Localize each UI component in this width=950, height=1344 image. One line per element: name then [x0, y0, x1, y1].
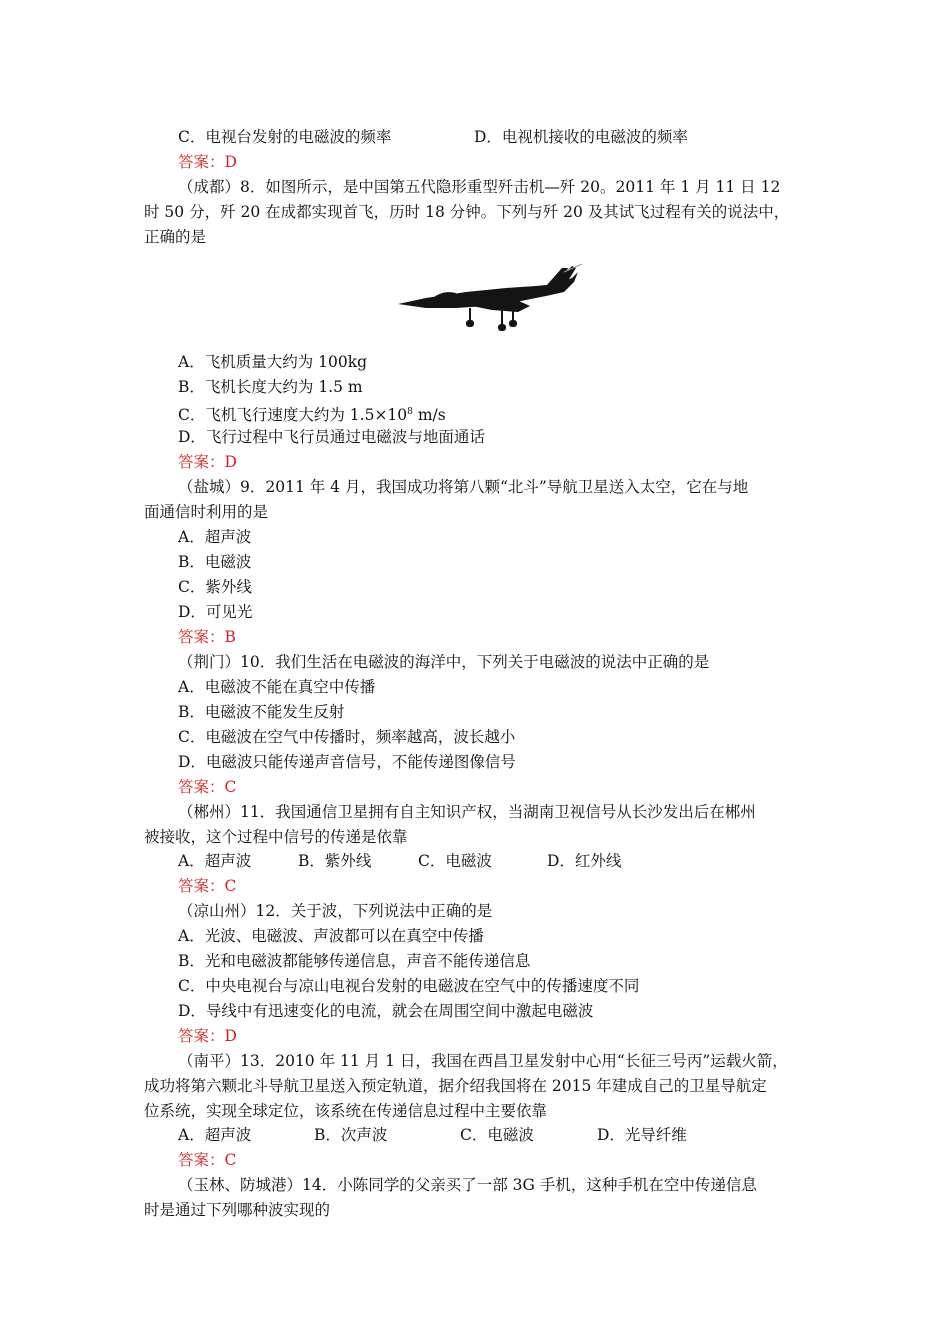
- q7-option-c: C．电视台发射的电磁波的频率: [178, 128, 392, 146]
- q10-option-a: A．电磁波不能在真空中传播: [178, 678, 376, 696]
- q13-answer: 答案：C: [178, 1151, 237, 1169]
- q12-stem-line1: （凉山州）12．关于波，下列说法中正确的是: [178, 902, 493, 920]
- q14-stem-line1: （玉林、防城港）14．小陈同学的父亲买了一部 3G 手机，这种手机在空中传递信息: [178, 1176, 757, 1194]
- q14-stem-line2: 时是通过下列哪种波实现的: [144, 1201, 331, 1219]
- q10-option-b: B．电磁波不能发生反射: [178, 703, 345, 721]
- q11-option-a: A．超声波: [178, 852, 252, 870]
- q11-stem-line2: 被接收，这个过程中信号的传递是依靠: [144, 828, 408, 846]
- q10-answer: 答案：C: [178, 778, 237, 796]
- q7-answer: 答案：D: [178, 153, 237, 171]
- q9-stem-line2: 面通信时利用的是: [144, 503, 269, 521]
- q11-option-d: D．红外线: [547, 852, 622, 870]
- q8-option-c-exponent: 8: [407, 407, 413, 417]
- q7-option-d: D．电视机接收的电磁波的频率: [474, 128, 688, 146]
- q13-stem-line2: 成功将第六颗北斗导航卫星送入预定轨道，据介绍我国将在 2015 年建成自己的卫星导航定: [144, 1077, 767, 1095]
- q8-stem-line1: （成都）8．如图所示，是中国第五代隐形重型歼击机—歼 20。2011 年 1 月 11 日 12: [178, 178, 781, 196]
- q13-option-b: B．次声波: [314, 1126, 388, 1144]
- q9-option-c: C．紫外线: [178, 578, 252, 596]
- q10-stem-line1: （荆门）10．我们生活在电磁波的海洋中，下列关于电磁波的说法中正确的是: [178, 653, 710, 671]
- q12-option-c: C．中央电视台与凉山电视台发射的电磁波在空气中的传播速度不同: [178, 977, 640, 995]
- q9-answer: 答案：B: [178, 628, 236, 646]
- q8-option-c: [178, 402, 446, 425]
- q8-option-c-text: C．飞机飞行速度大约为 1.5×10: [178, 406, 408, 424]
- q10-option-d: D．电磁波只能传递声音信号，不能传递图像信号: [178, 753, 516, 771]
- q11-option-c: C．电磁波: [418, 852, 492, 870]
- q8-option-c-unit: m/s: [412, 406, 446, 424]
- q13-stem-line3: 位系统，实现全球定位，该系统在传递信息过程中主要依靠: [144, 1102, 548, 1120]
- q9-stem-line1: （盐城）9．2011 年 4 月，我国成功将第八颗“北斗”导航卫星送入太空，它在与地: [178, 478, 749, 496]
- q13-stem-line1: （南平）13．2010 年 11 月 1 日，我国在西昌卫星发射中心用“长征三号丙”运载火箭，: [178, 1052, 788, 1070]
- q12-option-a: A．光波、电磁波、声波都可以在真空中传播: [178, 927, 484, 945]
- j20-fighter-jet-image: [396, 262, 586, 334]
- q12-option-d: D．导线中有迅速变化的电流，就会在周围空间中激起电磁波: [178, 1002, 594, 1020]
- q8-option-b: B．飞机长度大约为 1.5 m: [178, 378, 363, 396]
- q13-option-c: C．电磁波: [460, 1126, 534, 1144]
- q11-answer: 答案：C: [178, 877, 237, 895]
- q13-option-d: D．光导纤维: [597, 1126, 687, 1144]
- q8-option-a: A．飞机质量大约为 100kg: [178, 353, 368, 371]
- q12-option-b: B．光和电磁波都能够传递信息，声音不能传递信息: [178, 952, 531, 970]
- q8-option-d: D．飞行过程中飞行员通过电磁波与地面通话: [178, 428, 485, 446]
- q9-option-d: D．可见光: [178, 603, 253, 621]
- q9-option-b: B．电磁波: [178, 553, 252, 571]
- q9-option-a: A．超声波: [178, 528, 252, 546]
- q11-stem-line1: （郴州）11．我国通信卫星拥有自主知识产权，当湖南卫视信号从长沙发出后在郴州: [178, 803, 756, 821]
- q8-stem-line2: 时 50 分，歼 20 在成都实现首飞，历时 18 分钟。下列与歼 20 及其试飞过程有关的说法中，: [144, 203, 790, 221]
- q12-answer: 答案：D: [178, 1027, 237, 1045]
- q10-option-c: C．电磁波在空气中传播时，频率越高，波长越小: [178, 728, 516, 746]
- q11-option-b: B．紫外线: [298, 852, 372, 870]
- q8-answer: 答案：D: [178, 453, 237, 471]
- q8-stem-line3: 正确的是: [144, 228, 207, 246]
- q13-option-a: A．超声波: [178, 1126, 252, 1144]
